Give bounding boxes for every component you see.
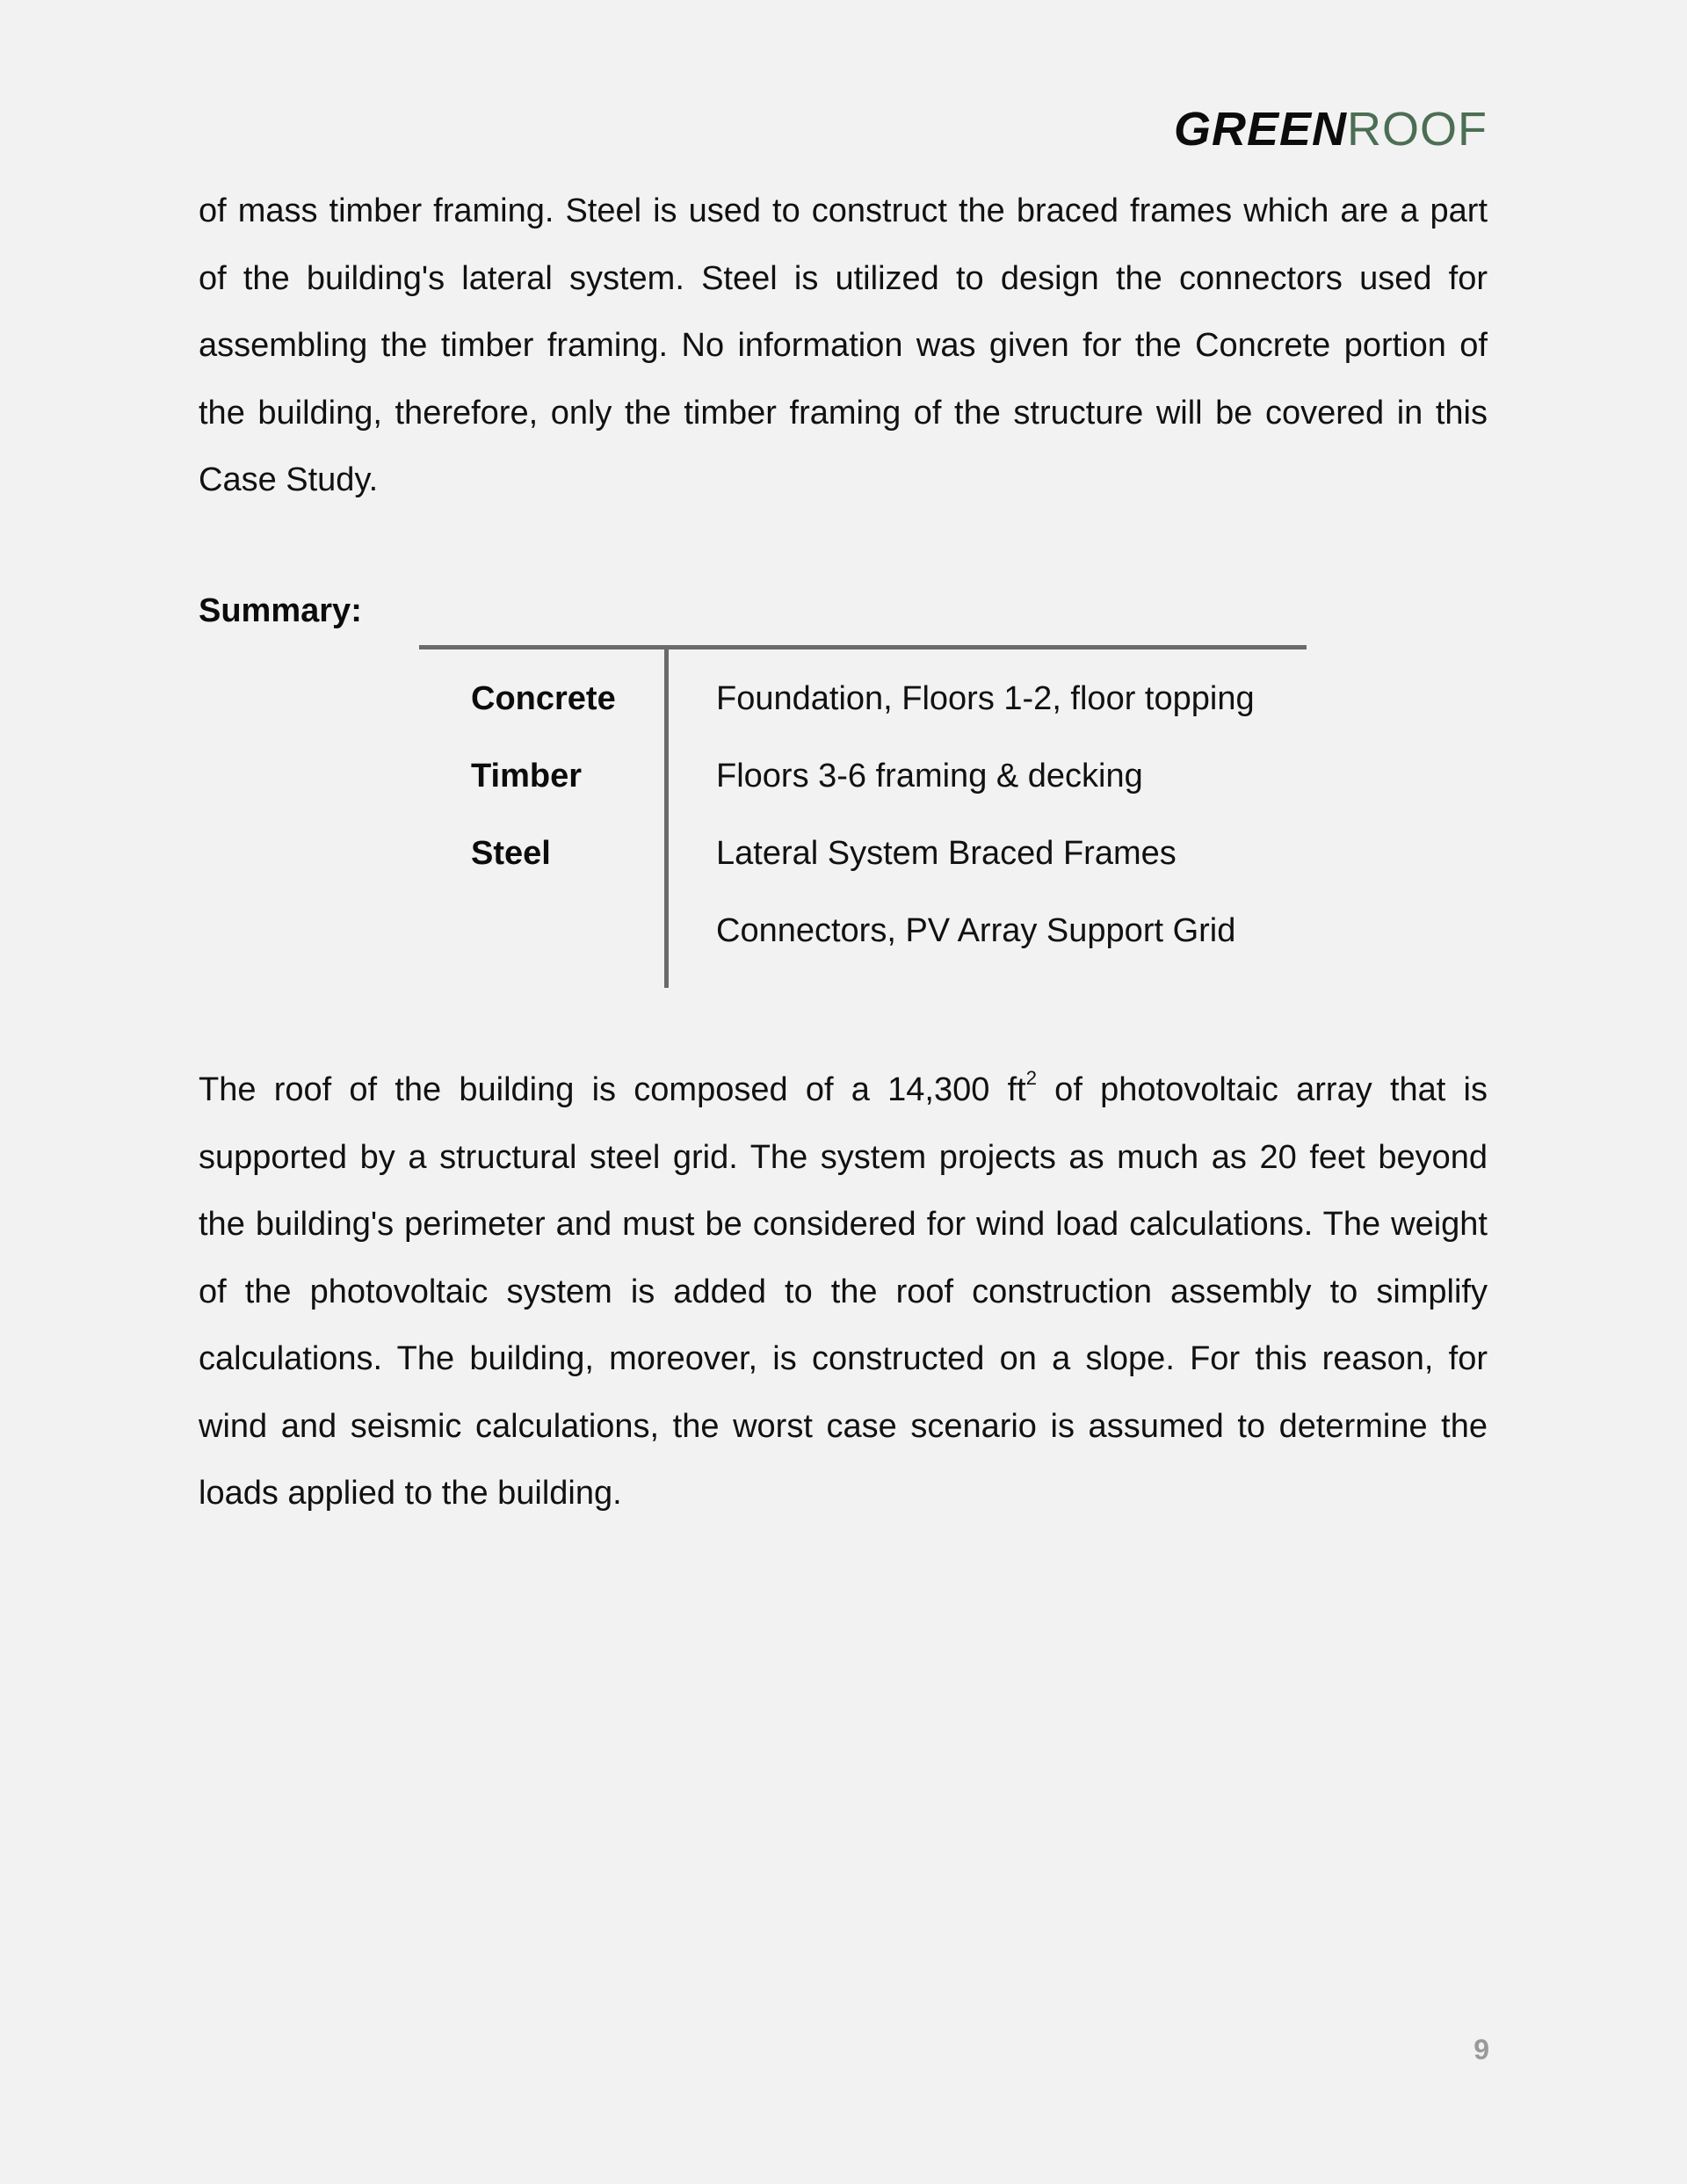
body-paragraph-roof xyxy=(199,1056,1488,1527)
summary-use-concrete: Foundation, Floors 1-2, floor topping xyxy=(716,680,1255,717)
summary-material-steel: Steel xyxy=(471,835,551,872)
roof-paragraph-text-end: of photovoltaic array that is supported by a structural steel grid. The system projects as much as 20 feet beyond the building's perimeter and must be considered for wind load calculations. The weight of the photovoltaic system is added to the roof construction assembly to simplify calculations. The building, moreover, is constructed on a slope. For this reason, for wind and seismic calculations, the worst case scenario is assumed to determine the loads applied to the building. xyxy=(199,1071,1488,1512)
page-number: 9 xyxy=(1473,2034,1489,2065)
summary-material-concrete: Concrete xyxy=(471,680,616,717)
superscript-squared: 2 xyxy=(1025,1067,1037,1090)
summary-use-timber: Floors 3-6 framing & decking xyxy=(716,758,1143,795)
brand-logo-bold-text: GREEN xyxy=(1173,103,1347,156)
summary-heading: Summary: xyxy=(199,592,362,629)
summary-table-top-rule xyxy=(419,645,1307,649)
summary-use-steel: Lateral System Braced Frames xyxy=(716,835,1177,872)
summary-material-timber: Timber xyxy=(471,758,583,795)
brand-logo xyxy=(1174,98,1488,160)
summary-table-column-divider xyxy=(664,645,669,988)
roof-paragraph-text-start: The roof of the building is composed of a 14,300 ft xyxy=(199,1071,1026,1108)
body-paragraph-intro: of mass timber framing. Steel is used to construct the braced frames which are a part of the building's lateral system. Steel is utilized to design the connectors used for assembling the timber framing. No information was given for the Concrete portion of the building, therefore, only the timber framing of the structure will be covered in this Case Study. xyxy=(199,192,1488,498)
brand-logo-light-text: ROOF xyxy=(1347,103,1488,156)
summary-use-steel-continued: Connectors, PV Array Support Grid xyxy=(716,912,1236,949)
